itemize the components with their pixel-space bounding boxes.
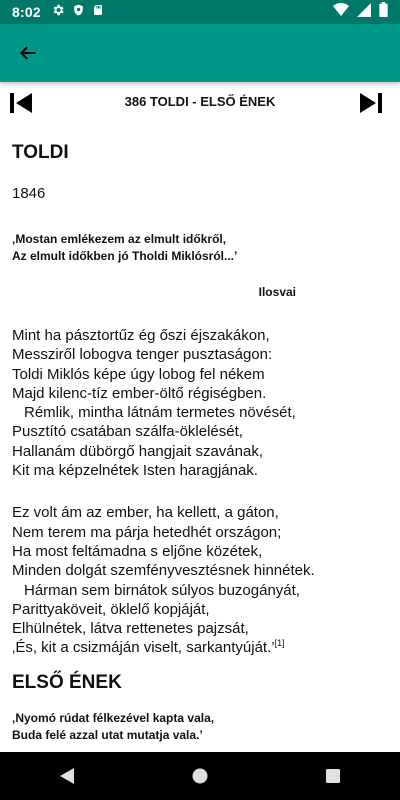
verse-line: Parittyaköveit, öklelő kopjáját, (12, 600, 210, 618)
section-motto (12, 710, 392, 744)
verse-line: Minden dolgát szemfényvesztésnek hinnétek. (12, 562, 315, 580)
verse-line-text: ‚És, kit a csizmáján viselt, sarkantyúját.’ (12, 639, 275, 657)
stanza (12, 326, 392, 480)
motto-line: ‚Nyomó rúdat félkezével kapta vala, (12, 710, 215, 725)
verse-line: Ez volt ám az ember, ha kellett, a gáton, (12, 504, 279, 522)
motto (12, 231, 392, 265)
battery-icon (379, 2, 388, 22)
back-button[interactable] (14, 39, 42, 67)
motto-line: ‚Mostan emlékezem az elmult időkről, (12, 232, 227, 246)
system-navigation-bar (0, 752, 400, 800)
motto-line: Buda felé azzal utat mutatja vala.’ (12, 727, 203, 742)
back-triangle-icon (59, 767, 75, 785)
verse-line-with-footnote (12, 638, 392, 657)
signal-icon (357, 3, 371, 22)
poem-content (12, 136, 392, 744)
gear-icon (51, 3, 65, 22)
verse-line: Messziről lobogva tenger pusztaságon: (12, 346, 273, 364)
back-arrow-icon (18, 43, 38, 63)
skip-next-icon (358, 91, 384, 115)
footnote-link[interactable]: [1] (274, 638, 285, 649)
poem-year: 1846 (12, 185, 46, 202)
verse-line: Toldi Miklós képe úgy lobog fel nékem (12, 365, 265, 383)
next-poem-button[interactable] (358, 91, 384, 115)
system-back-button[interactable] (47, 756, 87, 796)
verse-line: Nem terem ma párja hetedhét országon; (12, 523, 282, 541)
verse-line: Ha most feltámadna s eljőne közétek, (12, 542, 263, 560)
poem-navigation (0, 84, 400, 122)
poem-title: TOLDI (12, 142, 69, 163)
wifi-icon (333, 3, 349, 22)
sd-card-icon (92, 3, 104, 22)
system-home-button[interactable] (180, 756, 220, 796)
verse-line: Elhülnétek, látva rettenetes pajzsát, (12, 620, 249, 638)
verse-line: Pusztító csatában szálfa-öklelését, (12, 423, 243, 441)
system-recents-button[interactable] (313, 756, 353, 796)
motto-author: Ilosvai (258, 285, 296, 299)
motto-line: Az elmult időkben jó Tholdi Miklósról...’ (12, 249, 238, 263)
verse-line: Mint ha pásztortűz ég őszi éjszakákon, (12, 327, 270, 344)
verse-line: Hallanám dübörgő hangjait szavának, (12, 442, 263, 460)
home-circle-icon (191, 767, 209, 785)
stanza (12, 503, 392, 657)
verse-line: Hárman sem birnátok súlyos buzogányát, (24, 581, 300, 599)
verse-line: Kit ma képzelnétek Isten haragjának. (12, 462, 258, 480)
recents-square-icon (325, 768, 341, 784)
section-title: ELSŐ ÉNEK (12, 671, 122, 693)
shield-icon (72, 3, 85, 22)
app-bar (0, 24, 400, 82)
status-time: 8:02 (12, 4, 41, 20)
poem-header-title: 386 TOLDI - ELSŐ ÉNEK (124, 94, 276, 109)
verse-line: Rémlik, mintha látnám termetes növését, (24, 404, 296, 422)
verse-line: Majd kilenc-tíz ember-öltő régiségben. (12, 384, 267, 402)
status-bar (0, 0, 400, 24)
